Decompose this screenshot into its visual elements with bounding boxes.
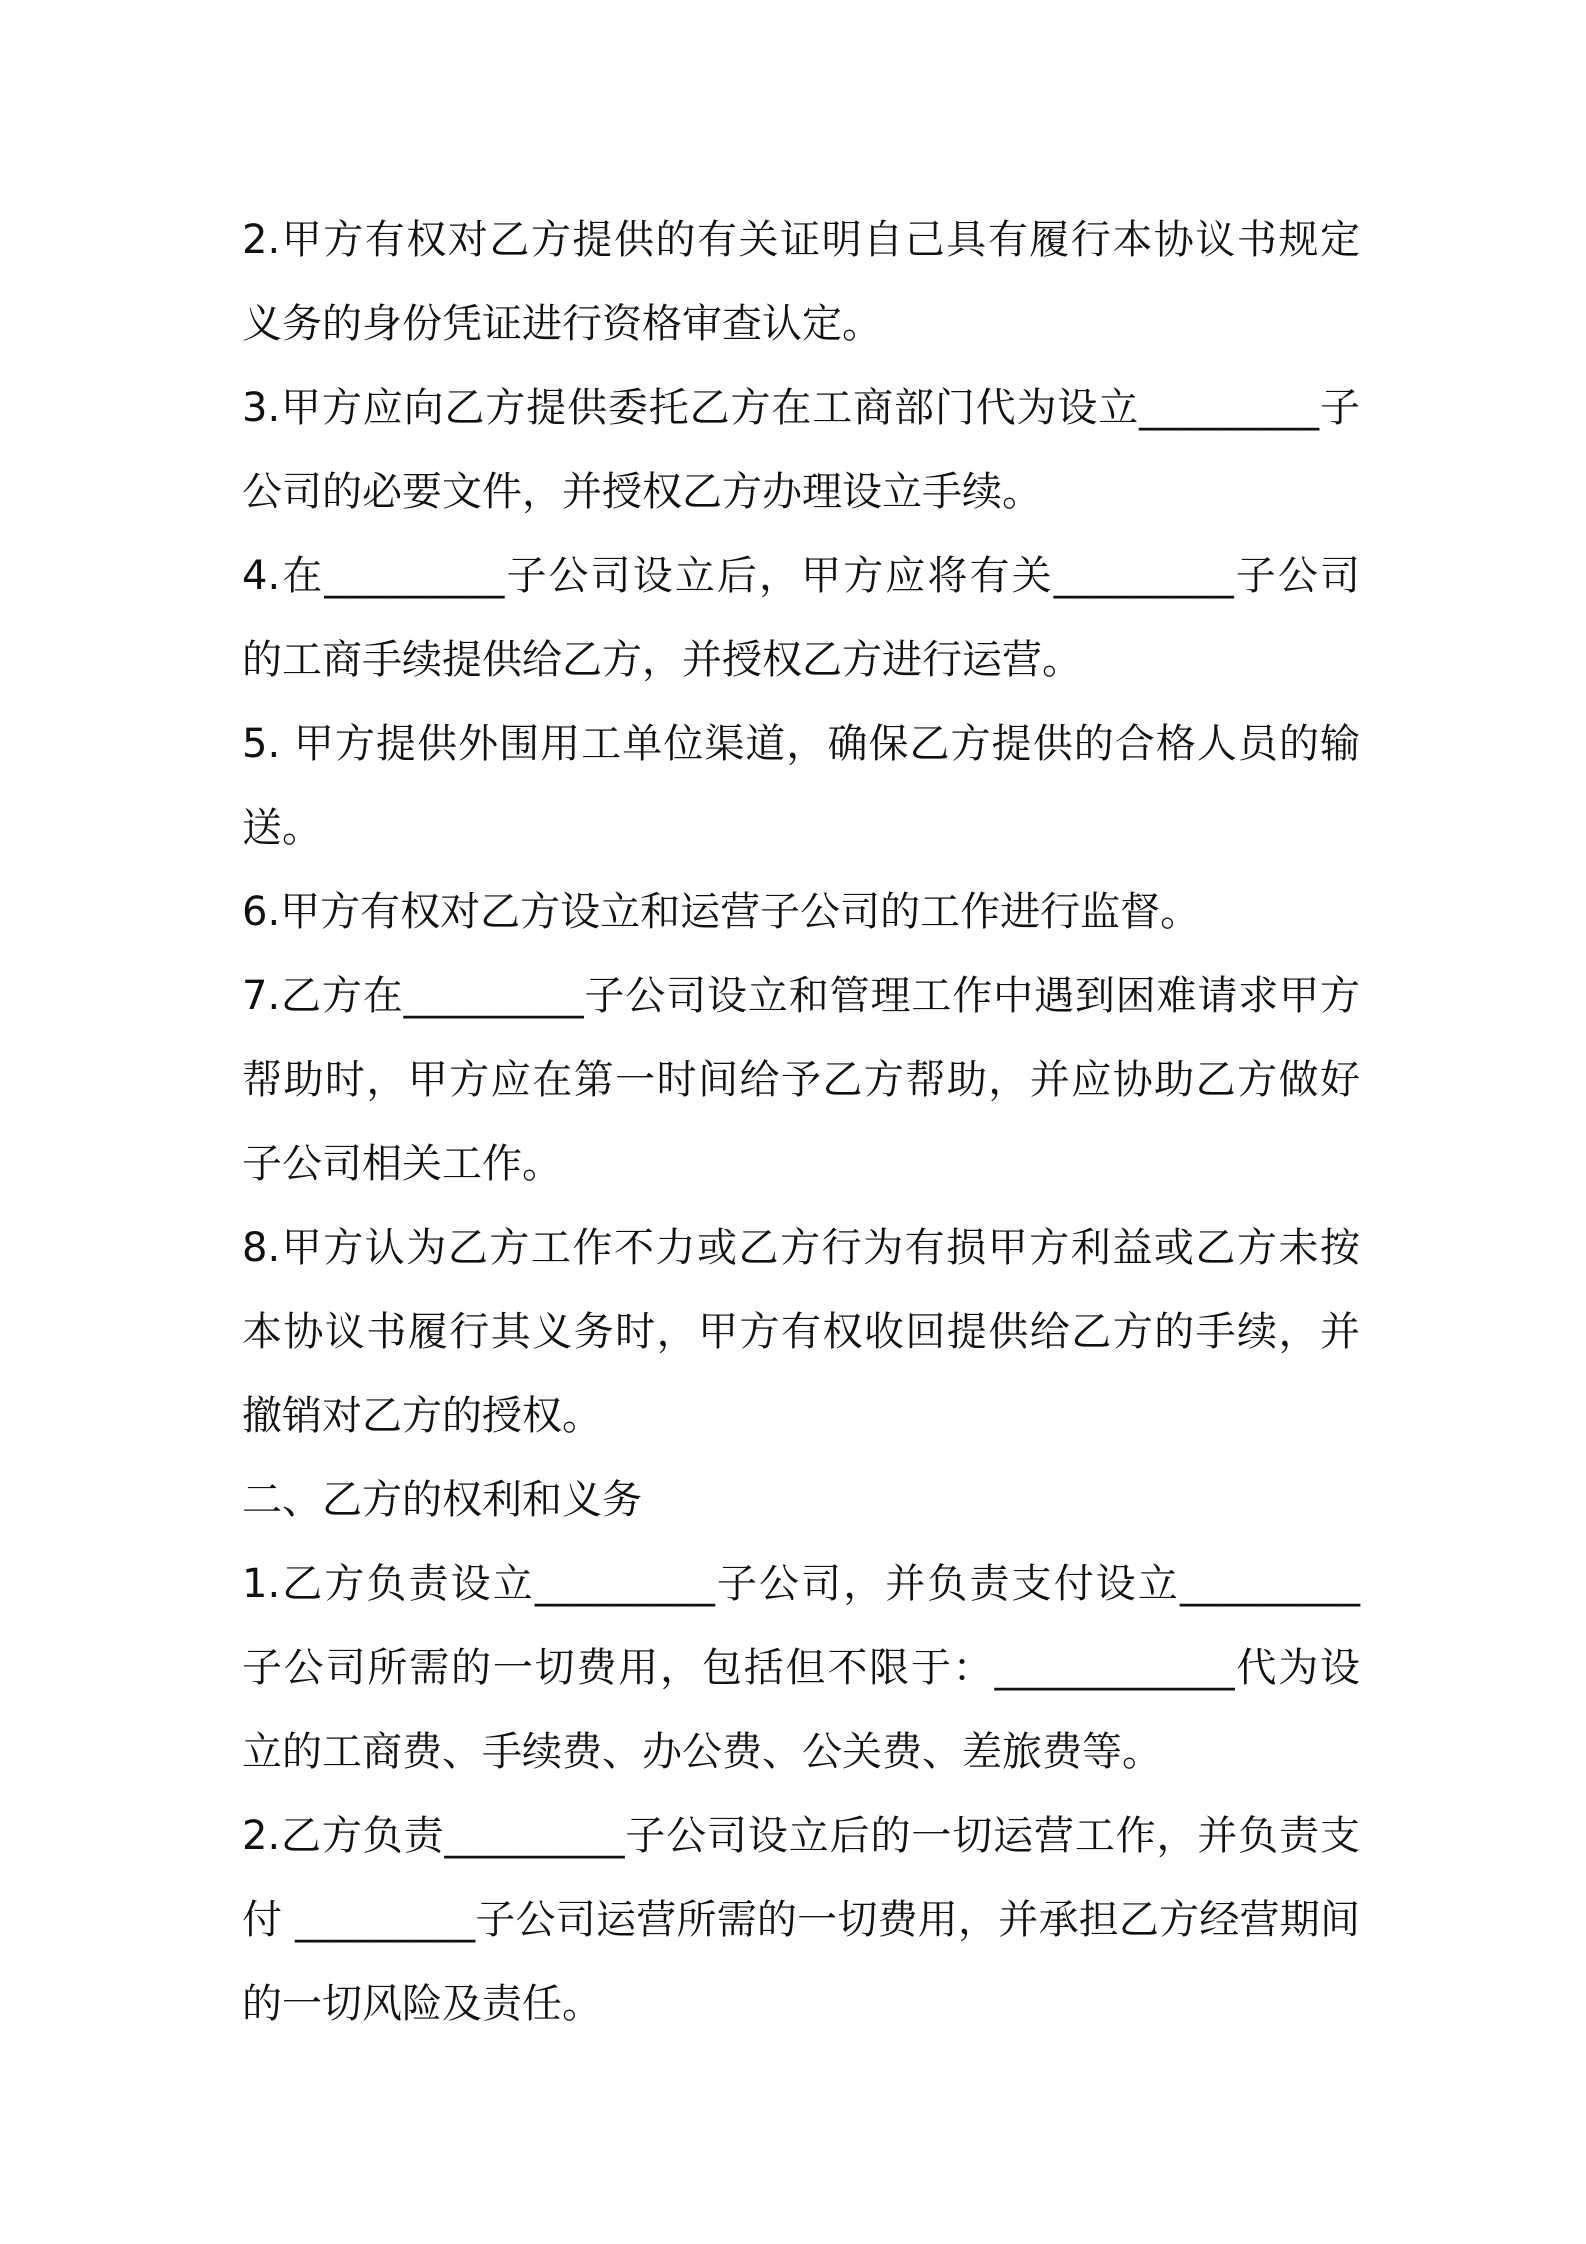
clause-b-2-operations: 2.乙方负责_________子公司设立后的一切运营工作，并负责支付 _________子公司运营所需的一切费用，并承担乙方经营期间的一切风险及责任。 xyxy=(242,1813,1360,2027)
clause-a-8-revocation: 8.甲方认为乙方工作不力或乙方行为有损甲方利益或乙方未按本协议书履行其义务时，甲方有权收回提供给乙方的手续，并撤销对乙方的授权。 xyxy=(242,1225,1360,1439)
document-page xyxy=(242,198,1360,2046)
clause-a-2-qualification-review: 2.甲方有权对乙方提供的有关证明自己具有履行本协议书规定义务的身份凭证进行资格审查认定。 xyxy=(242,217,1360,347)
clause-a-6-supervision: 6.甲方有权对乙方设立和运营子公司的工作进行监督。 xyxy=(242,889,1201,935)
clause-b-1-establishment-costs: 1.乙方负责设立_________子公司，并负责支付设立_________子公司所需的一切费用，包括但不限于：____________代为设立的工商费、手续费、办公费、公关费、差旅费等。 xyxy=(242,1561,1360,1775)
clause-a-5-employer-channels: 5. 甲方提供外围用工单位渠道，确保乙方提供的合格人员的输送。 xyxy=(242,721,1360,851)
clause-a-4-business-procedures: 4.在_________子公司设立后，甲方应将有关_________子公司的工商手续提供给乙方，并授权乙方进行运营。 xyxy=(242,553,1360,683)
section-heading-party-b: 二、乙方的权利和义务 xyxy=(242,1477,642,1523)
clause-a-3-provide-documents: 3.甲方应向乙方提供委托乙方在工商部门代为设立_________子公司的必要文件，并授权乙方办理设立手续。 xyxy=(242,385,1360,515)
clause-a-7-assistance: 7.乙方在_________子公司设立和管理工作中遇到困难请求甲方帮助时，甲方应在第一时间给予乙方帮助，并应协助乙方做好子公司相关工作。 xyxy=(242,973,1360,1187)
